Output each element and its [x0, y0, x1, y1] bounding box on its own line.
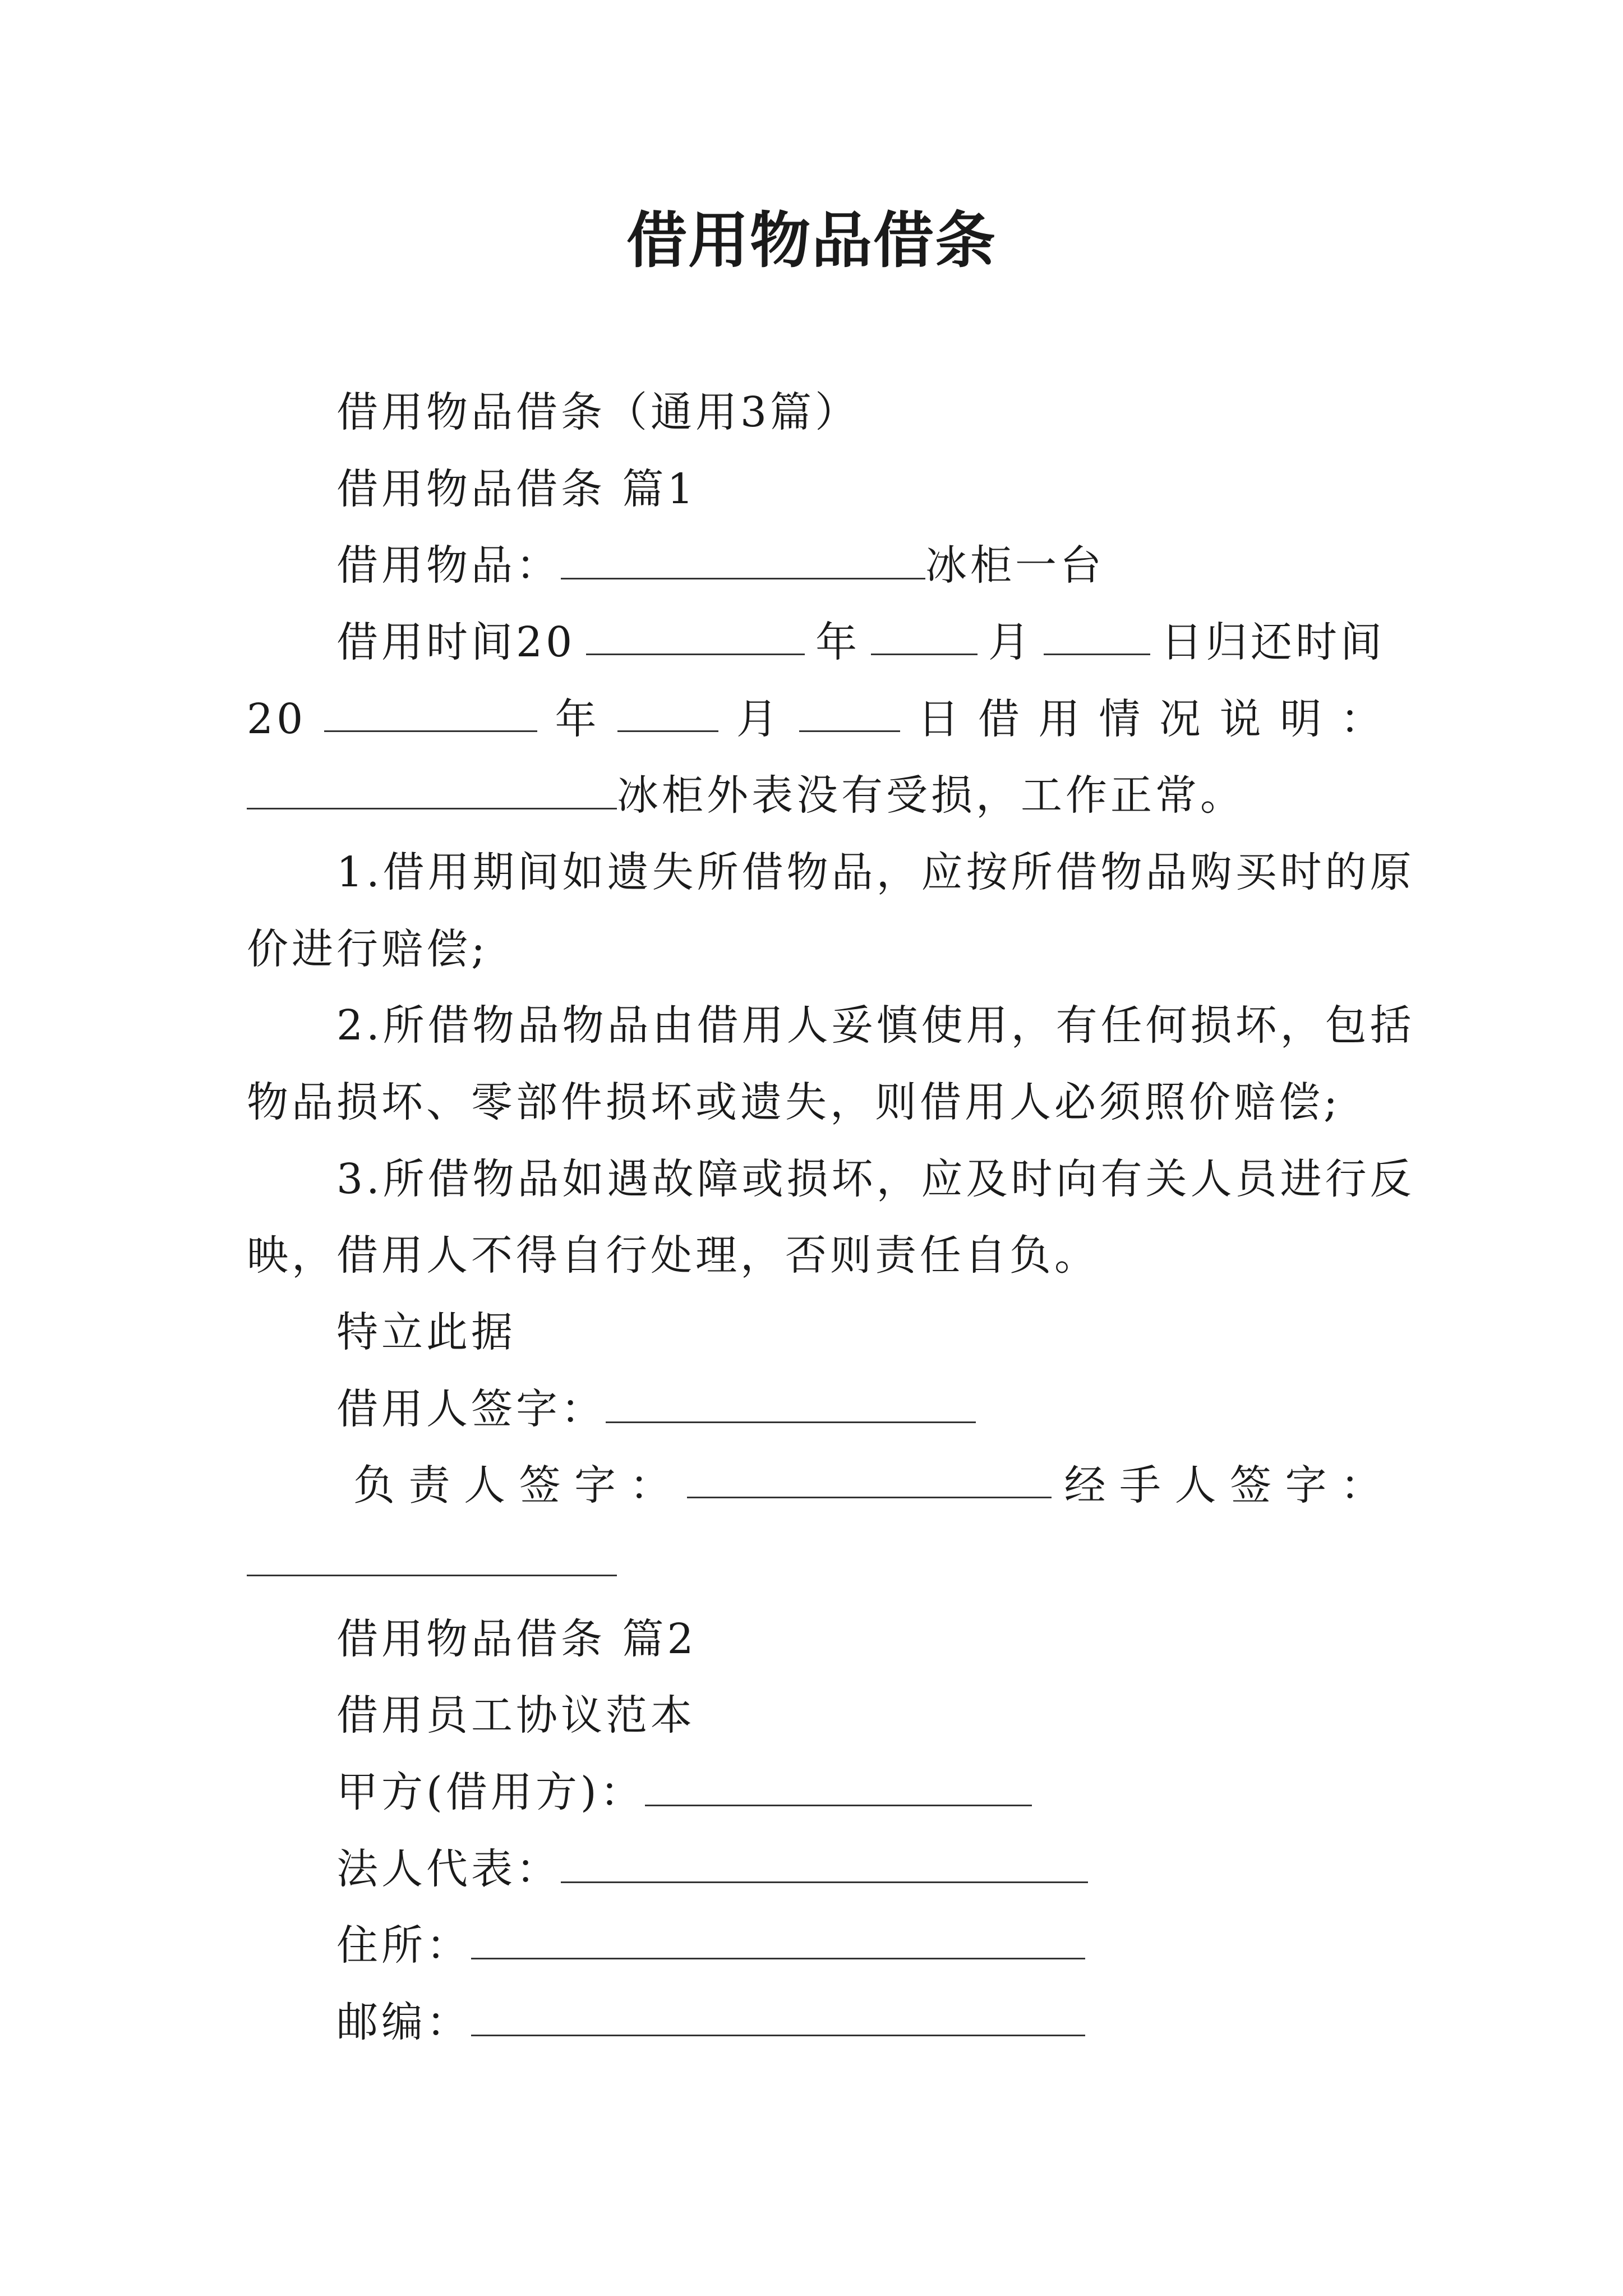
subtitle: 借用物品借条（通用3篇）	[336, 388, 860, 436]
return-month-blank	[617, 691, 718, 732]
address-blank	[471, 1918, 1085, 1959]
handler-label-char: ：	[1340, 1461, 1385, 1510]
day-return-label: 日归还时间	[1160, 618, 1385, 666]
party-a-line	[336, 1764, 1385, 1820]
handler-label-char: 经	[1064, 1461, 1109, 1510]
desc-label-char: 情	[1099, 695, 1144, 743]
responsible-label-char: 责	[408, 1461, 454, 1510]
desc-line	[247, 767, 1385, 823]
desc-blank	[247, 769, 617, 809]
legal-rep-label: 法人代表：	[336, 1845, 561, 1893]
item-value: 冰柜一台	[925, 541, 1105, 590]
handler-label-char: 签	[1230, 1461, 1275, 1510]
handler-sign-blank	[247, 1535, 617, 1576]
postcode-label: 邮编：	[336, 1998, 471, 2046]
rule-1-line-1: 1.借用期间如遗失所借物品，应按所借物品购买时的原	[336, 848, 1415, 896]
return-month-label: 月	[736, 695, 781, 743]
day-blank	[1044, 614, 1150, 655]
borrower-sign-line	[336, 1381, 1385, 1437]
rule-2-line-2: 物品损坏、零部件损坏或遗失，则借用人必须照价赔偿;	[247, 1078, 1341, 1126]
desc-label-char: 况	[1159, 695, 1204, 743]
return-day-blank	[799, 691, 900, 732]
borrower-sign-label: 借用人签字：	[336, 1385, 606, 1433]
rule-1-line-2: 价进行赔偿;	[247, 925, 488, 973]
legal-rep-line	[336, 1841, 1385, 1897]
postcode-line	[336, 1994, 1385, 2050]
desc-label-char: 借	[978, 695, 1023, 743]
item-blank	[561, 539, 925, 579]
responsible-sign-blank	[687, 1457, 1052, 1498]
rule-3-line-2: 映，借用人不得自行处理，否则责任自负。	[247, 1231, 1099, 1280]
part1-heading: 借用物品借条 篇1	[336, 465, 697, 513]
agreement-title: 借用员工协议范本	[336, 1691, 695, 1740]
rule-2-line-1: 2.所借物品物品由借用人妥慎使用，有任何损坏，包括	[336, 1001, 1415, 1050]
month-blank	[871, 614, 978, 655]
handler-sign-line	[247, 1534, 1385, 1590]
time-line-1	[336, 614, 1385, 670]
party-a-label: 甲方(借用方)：	[336, 1768, 645, 1816]
address-line	[336, 1917, 1385, 1973]
address-label: 住所：	[336, 1921, 471, 1970]
item-line	[336, 537, 1385, 593]
borrower-sign-blank	[606, 1382, 976, 1423]
rule-3-line-1: 3.所借物品如遇故障或损坏，应及时向有关人员进行反	[336, 1155, 1415, 1203]
sign-line	[353, 1457, 1385, 1513]
line2-prefix: 20	[247, 695, 307, 743]
time-line-2	[247, 691, 1385, 747]
handler-label-char: 人	[1174, 1461, 1220, 1510]
year-label: 年	[815, 618, 861, 666]
desc-label-char: 明	[1280, 695, 1325, 743]
handler-label-char: 手	[1119, 1461, 1164, 1510]
time-prefix: 借用时间20	[336, 618, 576, 666]
party-a-blank	[645, 1765, 1032, 1806]
return-year-label: 年	[555, 695, 600, 743]
year-blank	[586, 614, 805, 655]
legal-rep-blank	[561, 1842, 1088, 1883]
special-statement: 特立此据	[336, 1308, 516, 1356]
postcode-blank	[471, 1995, 1085, 2036]
item-label: 借用物品：	[336, 541, 561, 590]
responsible-label-char: 签	[519, 1461, 564, 1510]
return-year-blank	[324, 691, 537, 732]
desc-label-char: ：	[1340, 695, 1385, 743]
month-label: 月	[988, 618, 1034, 666]
responsible-label-char: 人	[464, 1461, 509, 1510]
desc-value: 冰柜外表没有受损，工作正常。	[617, 771, 1245, 820]
handler-label-char: 字	[1285, 1461, 1330, 1510]
responsible-label-char: 字	[574, 1461, 619, 1510]
desc-label-char: 用	[1038, 695, 1083, 743]
document-title: 借用物品借条	[626, 206, 997, 276]
part2-heading: 借用物品借条 篇2	[336, 1615, 697, 1663]
desc-label-char: 说	[1219, 695, 1265, 743]
return-day-label: 日	[917, 695, 963, 743]
responsible-label-char: 负	[353, 1461, 398, 1510]
responsible-label-char: ：	[629, 1461, 675, 1510]
